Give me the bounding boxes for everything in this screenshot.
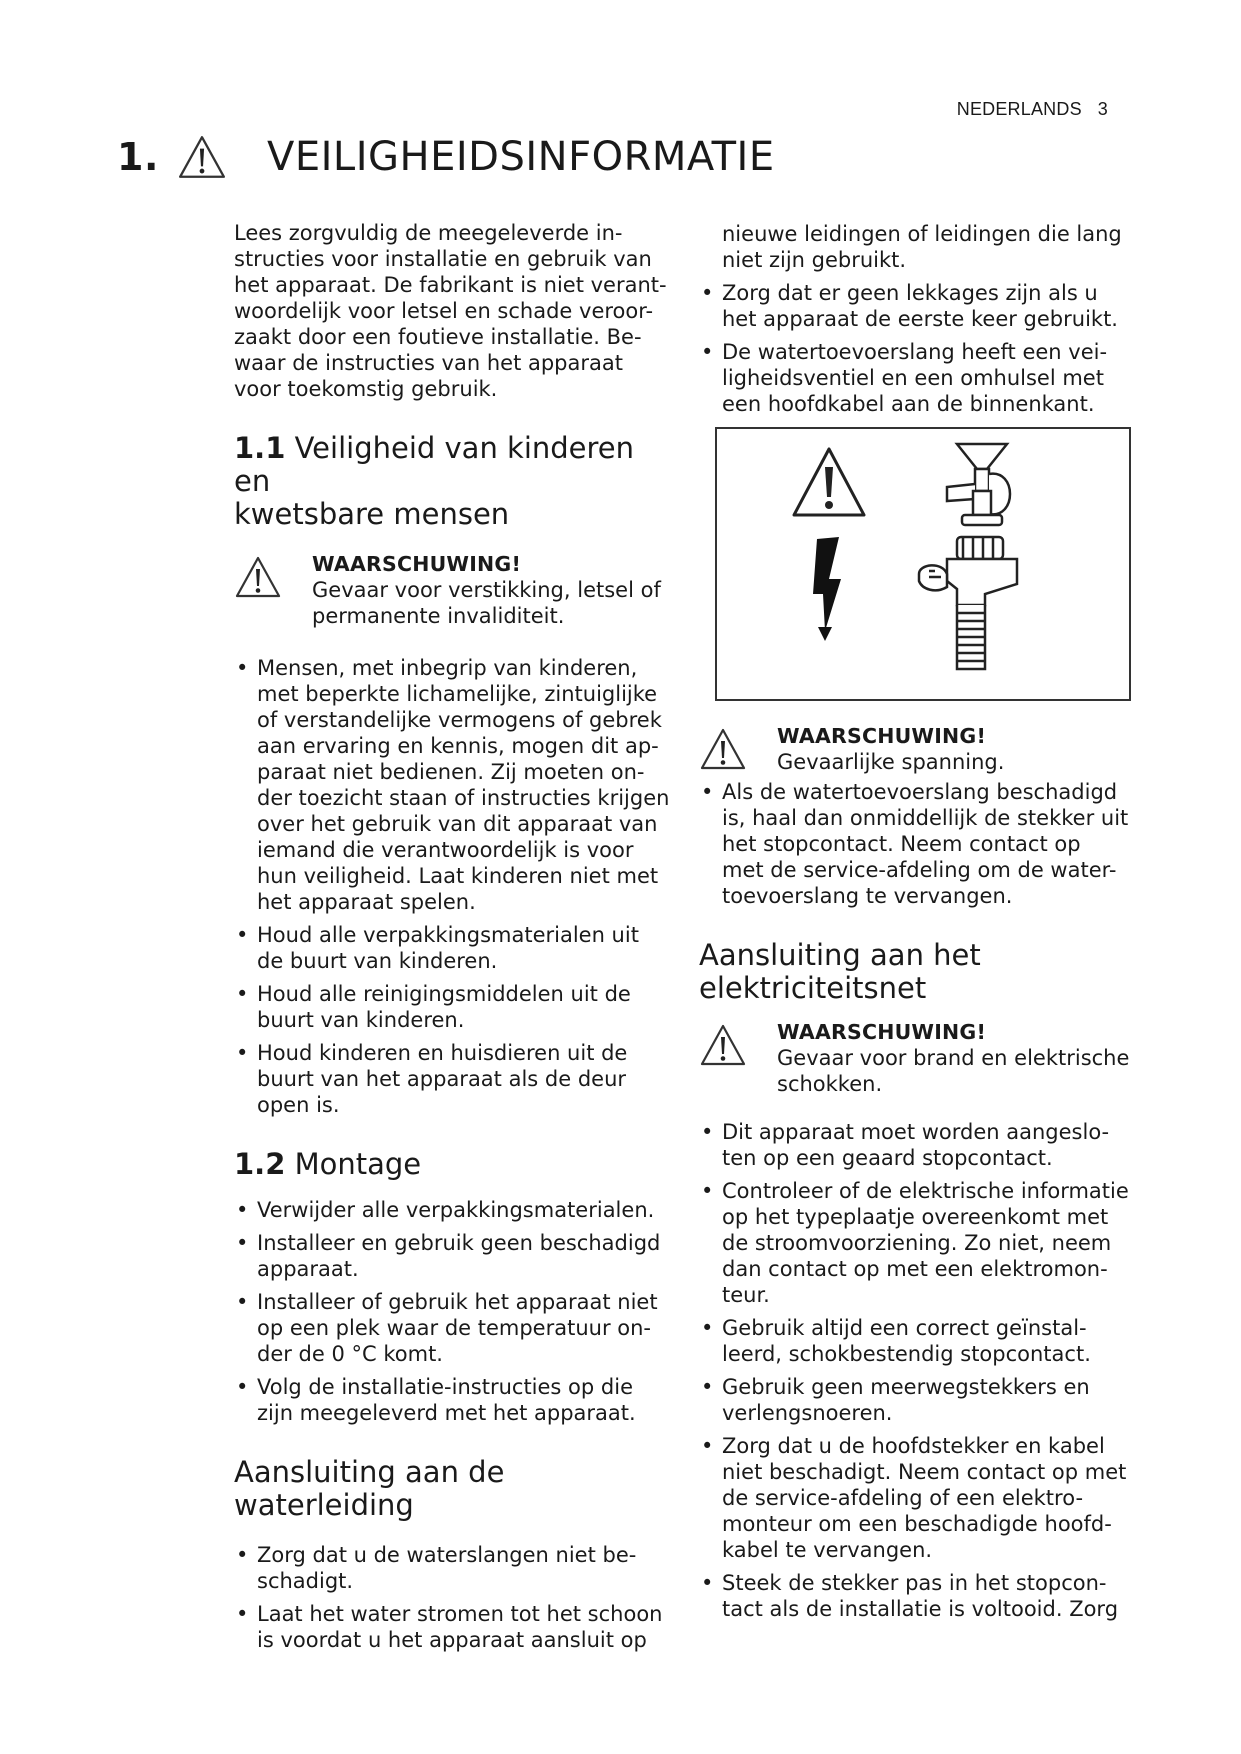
line: is voordat u het apparaat aansluit op <box>257 1628 647 1652</box>
hose-connector-icon <box>919 537 1017 669</box>
intro-line: zaakt door een foutieve installatie. Be- <box>234 325 642 349</box>
warning-label: WAARSCHUWING! <box>777 724 986 748</box>
line: de buurt van kinderen. <box>257 949 498 973</box>
bullet-list <box>699 1119 1139 1622</box>
line: teur. <box>722 1283 770 1307</box>
line: dan contact op met een elektromon- <box>722 1257 1108 1281</box>
intro-paragraph <box>234 220 674 402</box>
line: ten op een geaard stopcontact. <box>722 1146 1053 1170</box>
section-heading-electric <box>699 939 1139 1005</box>
list-item <box>699 1119 1139 1171</box>
line: met beperkte lichamelijke, zintuiglijke <box>257 682 658 706</box>
list-item <box>699 1315 1139 1367</box>
list-item <box>699 1570 1139 1622</box>
line: zijn meegeleverd met het apparaat. <box>257 1401 636 1425</box>
line: het apparaat spelen. <box>257 890 476 914</box>
line: leerd, schokbestendig stopcontact. <box>722 1342 1091 1366</box>
line: op het typeplaatje overeenkomt met <box>722 1205 1109 1229</box>
chapter-number: 1. <box>117 135 159 179</box>
line: ligheidsventiel en een omhulsel met <box>722 366 1104 390</box>
chapter-title-text: VEILIGHEIDSINFORMATIE <box>267 134 775 180</box>
line: monteur om een beschadigde hoofd- <box>722 1512 1112 1536</box>
line: der toezicht staan of instructies krijgen <box>257 786 670 810</box>
warning-triangle-icon <box>177 133 227 181</box>
line: Houd kinderen en huisdieren uit de <box>257 1041 628 1065</box>
bullet-list <box>234 1197 674 1426</box>
list-item <box>699 1178 1139 1308</box>
warning-line: permanente invaliditeit. <box>312 604 565 628</box>
intro-line: voor toekomstig gebruik. <box>234 377 498 401</box>
line: niet beschadigt. Neem contact op met <box>722 1460 1127 1484</box>
warning-label: WAARSCHUWING! <box>312 552 521 576</box>
warning-box <box>699 723 1139 775</box>
line: Zorg dat u de waterslangen niet be- <box>257 1543 637 1567</box>
section-number: 1.1 <box>234 431 286 465</box>
list-item <box>234 1289 674 1367</box>
section-title-line: Veiligheid van kinderen en <box>234 431 635 498</box>
section-number: 1.2 <box>234 1147 286 1181</box>
line: Installeer en gebruik geen beschadigd <box>257 1231 661 1255</box>
warning-text: Gevaarlijke spanning. <box>777 750 1005 774</box>
line: De watertoevoerslang heeft een vei- <box>722 340 1108 364</box>
line: de stroomvoorziening. Zo niet, neem <box>722 1231 1112 1255</box>
intro-line: woordelijk voor letsel en schade veroor- <box>234 299 654 323</box>
list-item <box>234 1374 674 1426</box>
line: of verstandelijke vermogens of gebrek <box>257 708 662 732</box>
line: Zorg dat er geen lekkages zijn als u <box>722 281 1098 305</box>
list-item <box>699 1374 1139 1426</box>
intro-line: waar de instructies van het apparaat <box>234 351 623 375</box>
section-title-line: Montage <box>294 1147 422 1181</box>
list-item <box>699 1433 1139 1563</box>
line: Volg de installatie-instructies op die <box>257 1375 633 1399</box>
section-heading-1-2 <box>234 1148 674 1181</box>
header-language: NEDERLANDS <box>956 99 1082 119</box>
line: Houd alle verpakkingsmaterialen uit <box>257 923 639 947</box>
warning-line: schokken. <box>777 1072 883 1096</box>
line: buurt van kinderen. <box>257 1008 465 1032</box>
warning-triangle-icon <box>699 727 747 771</box>
list-item <box>234 1542 674 1594</box>
bullet-list <box>699 280 1139 417</box>
line: open is. <box>257 1093 340 1117</box>
list-item <box>699 280 1139 332</box>
bullet-list <box>234 655 674 1118</box>
line: het stopcontact. Neem contact op <box>722 832 1081 856</box>
line: der de 0 °C komt. <box>257 1342 443 1366</box>
line: aan ervaring en kennis, mogen dit ap- <box>257 734 659 758</box>
line: is, haal dan onmiddellijk de stekker uit <box>722 806 1129 830</box>
water-tap-icon <box>947 444 1010 525</box>
line: verlengsnoeren. <box>722 1401 893 1425</box>
page-number: 3 <box>1097 99 1108 119</box>
line: Verwijder alle verpakkingsmaterialen. <box>257 1198 655 1222</box>
hose-safety-illustration <box>715 427 1131 701</box>
list-item <box>234 981 674 1033</box>
chapter-title <box>117 133 775 181</box>
warning-box <box>699 1019 1139 1097</box>
line: toevoerslang te vervangen. <box>722 884 1013 908</box>
illustration-canvas <box>717 429 1129 699</box>
section-title-line: Aansluiting aan de <box>234 1455 505 1489</box>
line: Als de watertoevoerslang beschadigd <box>722 780 1118 804</box>
line: Installeer of gebruik het apparaat niet <box>257 1290 658 1314</box>
section-title-line: kwetsbare mensen <box>234 497 510 531</box>
line: Gebruik altijd een correct geïnstal- <box>722 1316 1087 1340</box>
warning-line: Gevaar voor brand en elektrische <box>777 1046 1130 1070</box>
line: met de service-afdeling om de water- <box>722 858 1117 882</box>
line: buurt van het apparaat als de deur <box>257 1067 627 1091</box>
line: over het gebruik van dit apparaat van <box>257 812 658 836</box>
line: kabel te vervangen. <box>722 1538 933 1562</box>
line: Laat het water stromen tot het schoon <box>257 1602 663 1626</box>
line: schadigt. <box>257 1569 354 1593</box>
warning-triangle-icon <box>794 449 864 515</box>
warning-text <box>312 577 674 629</box>
section-title-line: waterleiding <box>234 1488 414 1522</box>
line: op een plek waar de temperatuur on- <box>257 1316 652 1340</box>
list-item <box>234 922 674 974</box>
list-item <box>234 1601 674 1653</box>
intro-line: het apparaat. De fabrikant is niet verant- <box>234 273 667 297</box>
line: de service-afdeling of een elektro- <box>722 1486 1084 1510</box>
bullet-list <box>699 779 1139 909</box>
list-item <box>699 779 1139 909</box>
bullet-list <box>234 1542 674 1653</box>
right-column <box>699 221 1139 1629</box>
line: nieuwe leidingen of leidingen die lang <box>722 222 1122 246</box>
line: iemand die verantwoordelijk is voor <box>257 838 634 862</box>
warning-triangle-icon <box>234 555 282 599</box>
list-item <box>234 1197 674 1223</box>
lightning-bolt-icon <box>813 537 841 641</box>
line: tact als de installatie is voltooid. Zorg <box>722 1597 1119 1621</box>
left-column <box>234 220 674 1660</box>
line: paraat niet bedienen. Zij moeten on- <box>257 760 645 784</box>
warning-line: Gevaar voor verstikking, letsel of <box>312 578 661 602</box>
section-title-line: elektriciteitsnet <box>699 971 927 1005</box>
list-item <box>234 1040 674 1118</box>
line: Controleer of de elektrische informatie <box>722 1179 1129 1203</box>
warning-label: WAARSCHUWING! <box>777 1020 986 1044</box>
list-item <box>234 1230 674 1282</box>
line: niet zijn gebruikt. <box>722 248 907 272</box>
line: Gebruik geen meerwegstekkers en <box>722 1375 1090 1399</box>
line: hun veiligheid. Laat kinderen niet met <box>257 864 659 888</box>
warning-triangle-icon <box>699 1023 747 1067</box>
line: Zorg dat u de hoofdstekker en kabel <box>722 1434 1105 1458</box>
line: Mensen, met inbegrip van kinderen, <box>257 656 638 680</box>
intro-line: Lees zorgvuldig de meegeleverde in- <box>234 221 623 245</box>
line: Dit apparaat moet worden aangeslo- <box>722 1120 1110 1144</box>
line: Houd alle reinigingsmiddelen uit de <box>257 982 631 1006</box>
line: apparaat. <box>257 1257 359 1281</box>
list-item <box>699 339 1139 417</box>
running-header <box>957 99 1108 120</box>
section-heading-1-1 <box>234 432 674 531</box>
warning-box <box>234 551 674 629</box>
intro-line: structies voor installatie en gebruik van <box>234 247 652 271</box>
line: het apparaat de eerste keer gebruikt. <box>722 307 1118 331</box>
line: Steek de stekker pas in het stopcon- <box>722 1571 1107 1595</box>
section-title-line: Aansluiting aan het <box>699 938 981 972</box>
warning-text <box>777 1045 1139 1097</box>
list-item <box>234 655 674 915</box>
section-heading-water <box>234 1456 674 1522</box>
continued-item <box>699 221 1139 273</box>
line: een hoofdkabel aan de binnenkant. <box>722 392 1095 416</box>
